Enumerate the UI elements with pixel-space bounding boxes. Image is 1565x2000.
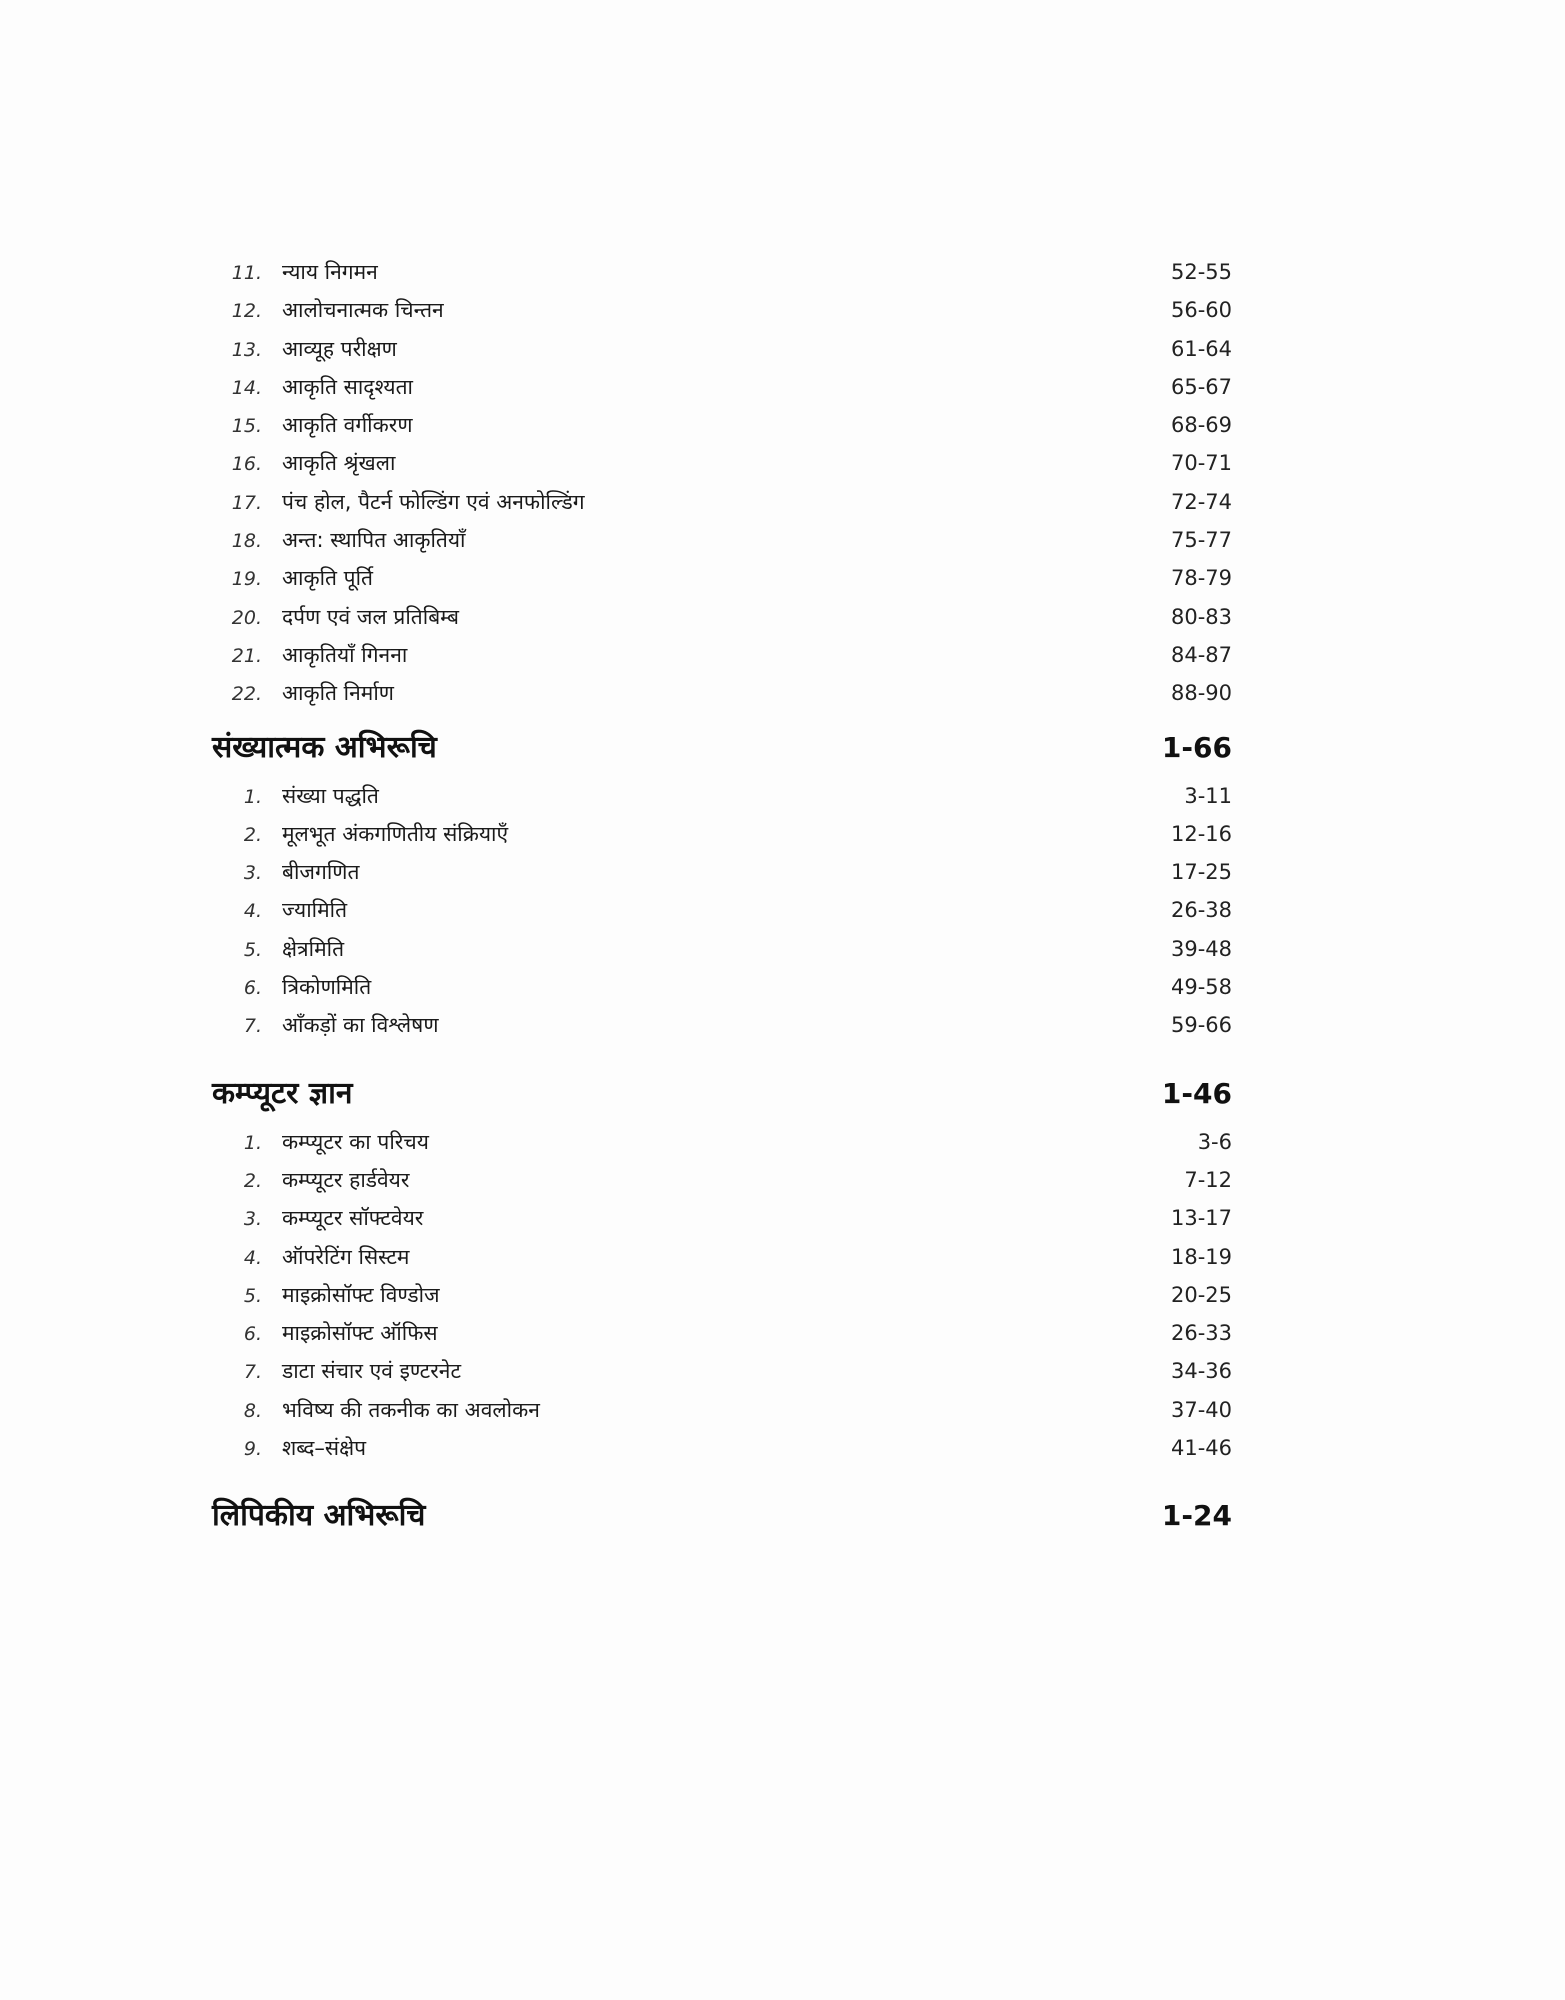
section-heading-numerical[interactable] — [212, 723, 1232, 773]
toc-item[interactable] — [212, 598, 1232, 636]
toc-item[interactable] — [212, 406, 1232, 444]
section-pages: 1-46 — [1161, 1076, 1232, 1110]
item-pages: 52-55 — [1170, 260, 1232, 284]
item-number: 4. — [243, 1246, 262, 1269]
item-number: 5. — [243, 938, 262, 961]
item-number: 13. — [231, 338, 262, 361]
item-number: 2. — [243, 823, 262, 846]
item-number: 6. — [243, 977, 262, 1000]
item-number: 8. — [243, 1399, 262, 1422]
toc-item[interactable] — [212, 1276, 1232, 1314]
item-title: अन्त: स्थापित आकृतियाँ — [282, 528, 466, 553]
item-pages: 13-17 — [1170, 1206, 1232, 1231]
toc-item[interactable] — [212, 853, 1232, 891]
toc-item[interactable] — [212, 444, 1232, 482]
toc-item[interactable] — [212, 1314, 1232, 1352]
item-number: 22. — [231, 683, 262, 706]
item-title: आव्यूह परीक्षण — [282, 336, 397, 361]
section-title: लिपिकीय अभिरूचि — [212, 1498, 426, 1534]
item-pages: 20-25 — [1170, 1282, 1232, 1307]
item-pages: 37-40 — [1170, 1397, 1232, 1422]
table-of-contents — [212, 253, 1232, 1541]
item-pages: 12-16 — [1170, 821, 1232, 846]
toc-item[interactable] — [212, 1006, 1232, 1044]
toc-item[interactable] — [212, 1391, 1232, 1429]
section-pages: 1-66 — [1161, 730, 1232, 764]
item-number: 3. — [243, 1208, 262, 1231]
item-number: 17. — [231, 491, 262, 514]
toc-item[interactable] — [212, 1161, 1232, 1199]
item-title: आकृति निर्माण — [282, 681, 394, 706]
item-number: 16. — [231, 453, 262, 476]
item-pages: 3-6 — [1197, 1129, 1232, 1154]
item-title: कम्प्यूटर हार्डवेयर — [282, 1167, 410, 1192]
toc-list-reasoning — [212, 253, 1232, 713]
toc-item[interactable] — [212, 674, 1232, 712]
toc-item[interactable] — [212, 1238, 1232, 1276]
item-title: न्याय निगमन — [282, 260, 378, 284]
toc-item[interactable] — [212, 253, 1232, 291]
item-title: माइक्रोसॉफ्ट विण्डोज — [282, 1282, 440, 1307]
item-pages: 26-38 — [1170, 898, 1232, 923]
item-pages: 26-33 — [1170, 1321, 1232, 1346]
item-title: शब्द–संक्षेप — [282, 1436, 367, 1461]
item-pages: 70-71 — [1170, 451, 1232, 476]
item-pages: 56-60 — [1170, 298, 1232, 323]
section-title: संख्यात्मक अभिरूचि — [212, 729, 437, 765]
item-title: मूलभूत अंकगणितीय संक्रियाएँ — [282, 821, 509, 846]
item-title: आकृति श्रृंखला — [282, 451, 396, 476]
toc-item[interactable] — [212, 891, 1232, 929]
item-number: 7. — [243, 1015, 262, 1038]
item-number: 5. — [243, 1284, 262, 1307]
item-number: 21. — [231, 644, 262, 667]
section-heading-clerical[interactable] — [212, 1491, 1232, 1541]
item-pages: 78-79 — [1170, 566, 1232, 591]
item-number: 4. — [243, 900, 262, 923]
item-pages: 75-77 — [1170, 528, 1232, 553]
item-pages: 59-66 — [1170, 1013, 1232, 1038]
toc-item[interactable] — [212, 1352, 1232, 1390]
item-pages: 7-12 — [1184, 1167, 1232, 1192]
item-pages: 72-74 — [1170, 489, 1232, 514]
toc-item[interactable] — [212, 1429, 1232, 1467]
item-title: आलोचनात्मक चिन्तन — [282, 298, 444, 323]
item-title: संख्या पद्धति — [282, 783, 379, 808]
item-pages: 61-64 — [1170, 336, 1232, 361]
item-pages: 41-46 — [1170, 1436, 1232, 1461]
toc-item[interactable] — [212, 330, 1232, 368]
toc-list-numerical — [212, 777, 1232, 1045]
toc-item[interactable] — [212, 291, 1232, 329]
item-pages: 34-36 — [1170, 1359, 1232, 1384]
item-title: कम्प्यूटर का परिचय — [282, 1129, 429, 1154]
item-number: 12. — [231, 300, 262, 323]
item-pages: 17-25 — [1170, 860, 1232, 885]
item-number: 6. — [243, 1323, 262, 1346]
item-title: त्रिकोणमिति — [282, 975, 372, 1000]
item-pages: 88-90 — [1170, 681, 1232, 706]
toc-item[interactable] — [212, 930, 1232, 968]
item-title: डाटा संचार एवं इण्टरनेट — [282, 1359, 462, 1384]
item-number: 3. — [243, 862, 262, 885]
item-number: 1. — [243, 1131, 262, 1154]
item-number: 1. — [243, 785, 262, 808]
section-title: कम्प्यूटर ज्ञान — [212, 1075, 353, 1111]
toc-item[interactable] — [212, 636, 1232, 674]
item-number: 15. — [231, 415, 262, 438]
item-title: माइक्रोसॉफ्ट ऑफिस — [282, 1321, 438, 1346]
item-title: आकृति पूर्ति — [282, 566, 374, 591]
toc-list-computer — [212, 1123, 1232, 1468]
item-title: ज्यामिति — [282, 898, 348, 923]
item-pages: 65-67 — [1170, 374, 1232, 399]
item-number: 2. — [243, 1169, 262, 1192]
item-number: 18. — [231, 530, 262, 553]
item-title: कम्प्यूटर सॉफ्टवेयर — [282, 1206, 424, 1231]
item-number: 11. — [231, 262, 262, 284]
item-number: 20. — [231, 606, 262, 629]
toc-item[interactable] — [212, 1123, 1232, 1161]
item-number: 7. — [243, 1361, 262, 1384]
item-title: पंच होल, पैटर्न फोल्डिंग एवं अनफोल्डिंग — [282, 489, 585, 514]
toc-item[interactable] — [212, 521, 1232, 559]
item-title: बीजगणित — [282, 860, 360, 885]
item-title: आकृति सादृश्यता — [282, 374, 413, 399]
item-pages: 3-11 — [1184, 783, 1232, 808]
section-heading-computer[interactable] — [212, 1069, 1232, 1119]
toc-item[interactable] — [212, 1199, 1232, 1237]
item-title: ऑपरेटिंग सिस्टम — [282, 1244, 410, 1269]
item-title: क्षेत्रमिति — [282, 936, 345, 961]
toc-item[interactable] — [212, 483, 1232, 521]
item-number: 14. — [231, 376, 262, 399]
toc-item[interactable] — [212, 777, 1232, 815]
item-title: आँकड़ों का विश्लेषण — [282, 1013, 439, 1038]
item-pages: 49-58 — [1170, 975, 1232, 1000]
item-pages: 68-69 — [1170, 413, 1232, 438]
toc-item[interactable] — [212, 368, 1232, 406]
item-pages: 84-87 — [1170, 642, 1232, 667]
toc-item[interactable] — [212, 968, 1232, 1006]
item-pages: 80-83 — [1170, 604, 1232, 629]
toc-item[interactable] — [212, 559, 1232, 597]
item-title: आकृति वर्गीकरण — [282, 413, 413, 438]
item-pages: 39-48 — [1170, 936, 1232, 961]
item-title: भविष्य की तकनीक का अवलोकन — [282, 1397, 540, 1422]
item-title: आकृतियाँ गिनना — [282, 642, 408, 667]
item-number: 9. — [243, 1438, 262, 1461]
item-pages: 18-19 — [1170, 1244, 1232, 1269]
item-title: दर्पण एवं जल प्रतिबिम्ब — [282, 604, 460, 629]
toc-item[interactable] — [212, 815, 1232, 853]
item-number: 19. — [231, 568, 262, 591]
section-pages: 1-24 — [1161, 1499, 1232, 1533]
